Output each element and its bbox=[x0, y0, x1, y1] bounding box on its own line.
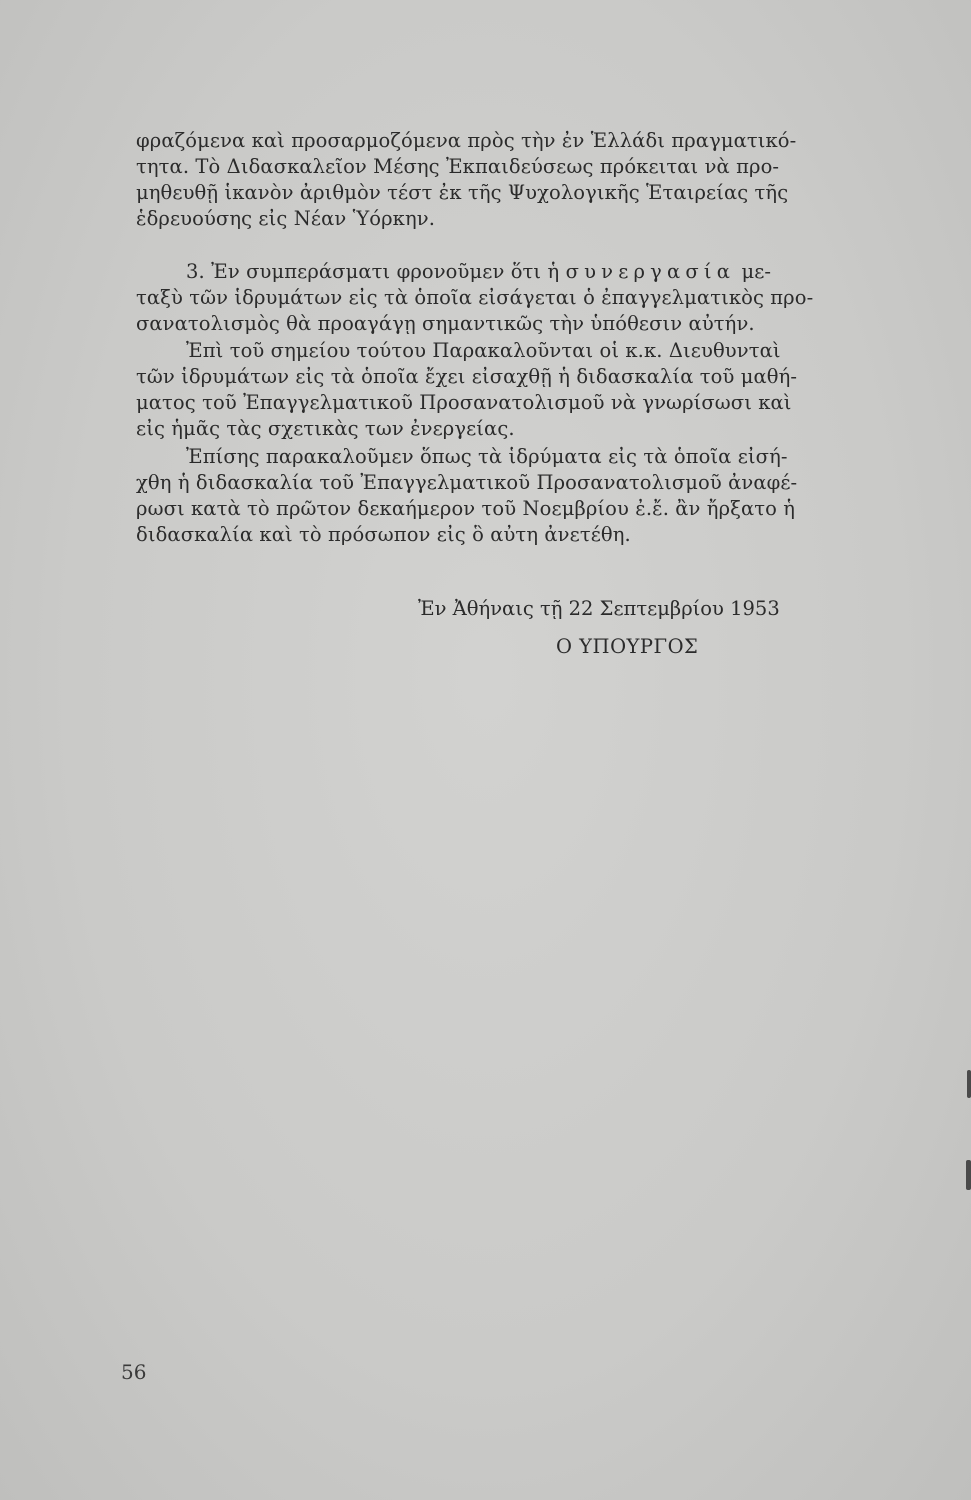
text-line: τητα. Τὸ Διδασκαλεῖον Μέσης Ἐκπαιδεύσεως πρόκειται νὰ προ- bbox=[136, 155, 780, 178]
text-line: διδασκαλία καὶ τὸ πρόσωπον εἰς ὃ αὐτη ἀνετέθη. bbox=[136, 523, 631, 546]
text-line: τῶν ἱδρυμάτων εἰς τὰ ὁποῖα ἔχει εἰσαχθῇ ἡ διδασκαλία τοῦ μαθή- bbox=[136, 365, 798, 388]
page-number: 56 bbox=[121, 1360, 147, 1384]
text-line: χθη ἡ διδασκαλία τοῦ Ἐπαγγελματικοῦ Προσανατολισμοῦ ἀναφέ- bbox=[136, 471, 798, 494]
text-line: σανατολισμὸς θὰ προαγάγῃ σημαντικῶς τὴν ὑπόθεσιν αὐτήν. bbox=[136, 312, 755, 335]
text-line: Ἐπὶ τοῦ σημείου τούτου Παρακαλοῦνται οἱ κ.κ. Διευθυνταὶ bbox=[186, 339, 781, 362]
paragraph-3-first-line bbox=[186, 259, 771, 285]
text-line: φραζόμενα καὶ προσαρμοζόμενα πρὸς τὴν ἐν Ἑλλάδι πραγματικό- bbox=[136, 129, 797, 152]
place-date-line: Ἐν Ἀθήναις τῇ 22 Σεπτεμβρίου 1953 bbox=[418, 597, 780, 620]
paragraph-3-lead: 3. Ἐν συμπεράσματι φρονοῦμεν ὅτι ἡ bbox=[186, 260, 560, 283]
page-edge-mark bbox=[967, 1070, 971, 1098]
signatory-title: Ο ΥΠΟΥΡΓΟΣ bbox=[556, 635, 699, 658]
text-line: ματος τοῦ Ἐπαγγελματικοῦ Προσανατολισμοῦ νὰ γνωρίσωσι καὶ bbox=[136, 391, 792, 414]
text-line: Ἐπίσης παρακαλοῦμεν ὅπως τὰ ἱδρύματα εἰς τὰ ὁποῖα εἰσή- bbox=[186, 445, 788, 468]
text-line: ταξὺ τῶν ἱδρυμάτων εἰς τὰ ὁποῖα εἰσάγεται ὁ ἐπαγγελματικὸς προ- bbox=[136, 286, 814, 309]
paragraph-3-tail: με- bbox=[741, 260, 772, 283]
emphasis-word: συνεργασία bbox=[565, 260, 736, 283]
text-line: μηθευθῇ ἱκανὸν ἀριθμὸν τέστ ἐκ τῆς Ψυχολογικῆς Ἑταιρείας τῆς bbox=[136, 181, 789, 204]
text-line: ἑδρευούσης εἰς Νέαν Ὑόρκην. bbox=[136, 207, 435, 230]
page-edge-mark bbox=[966, 1160, 971, 1190]
text-line: ρωσι κατὰ τὸ πρῶτον δεκαήμερον τοῦ Νοεμβρίου ἐ.ἔ. ἂν ἤρξατο ἡ bbox=[136, 497, 796, 520]
text-line: εἰς ἡμᾶς τὰς σχετικὰς των ἐνεργείας. bbox=[136, 417, 515, 440]
